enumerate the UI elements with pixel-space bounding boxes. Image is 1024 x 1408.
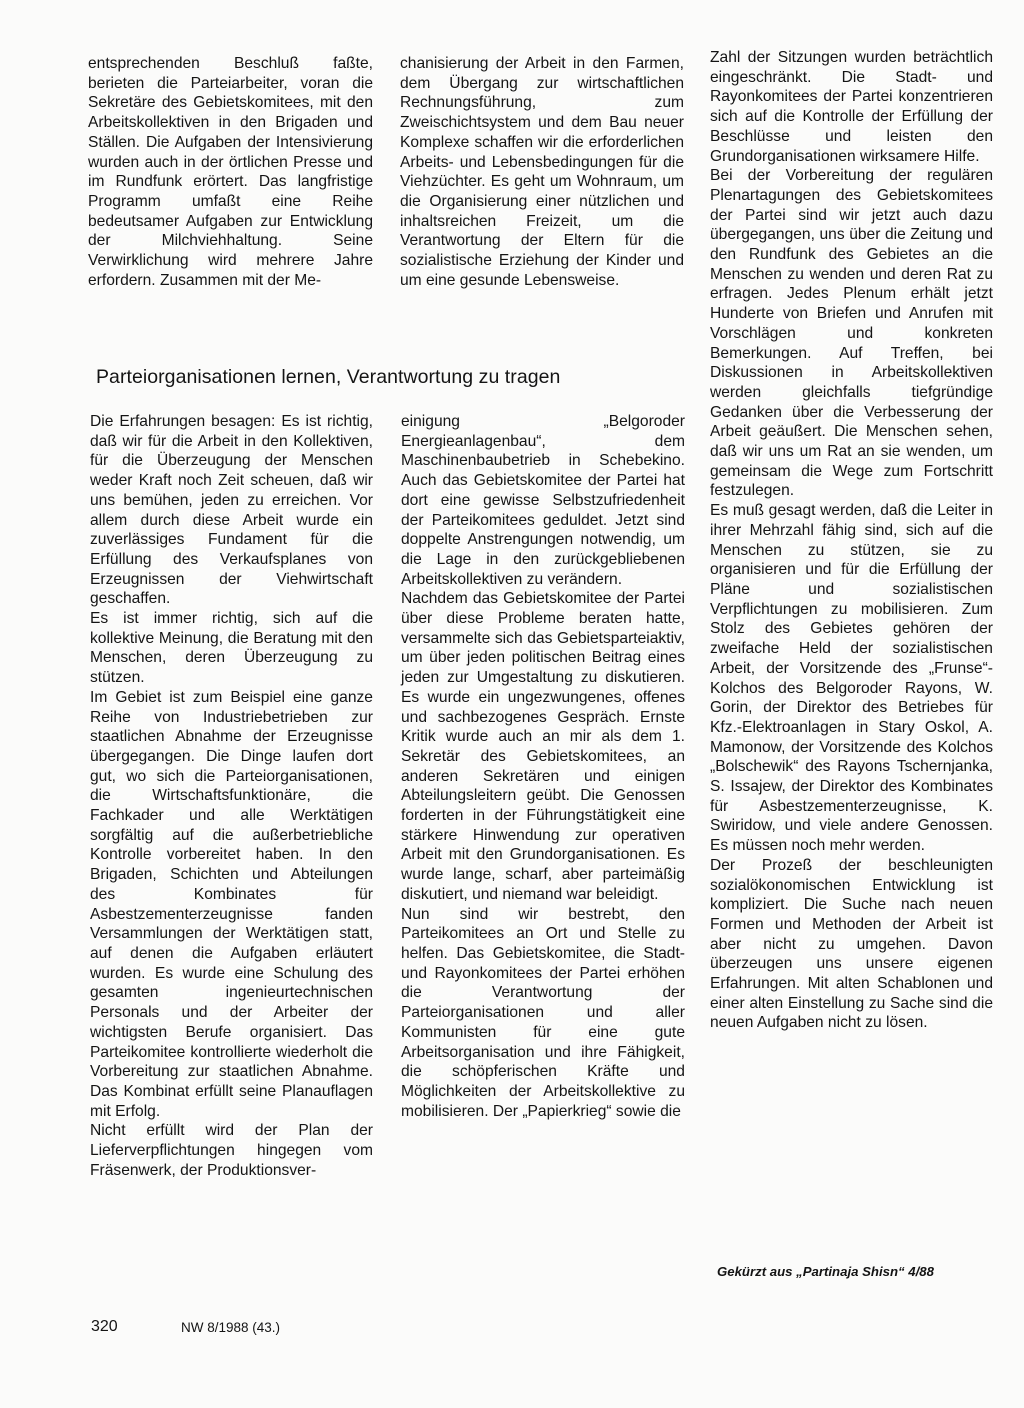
paragraph: Nicht erfüllt wird der Plan der Lieferverpflichtungen hingegen vom Fräsenwerk, der Produktionsver- — [90, 1122, 373, 1179]
paragraph: Nachdem das Gebietskomitee der Partei über diese Probleme beraten hatte, versammelte sich das Gebietsparteiaktiv, um über jeden politischen Beitrag eines jeden zur Umgestaltung zu diskutieren. Es wurde ein ungezwungenes, offenes und sachbezogenes Gespräch. Ernste Kritik wurde auch an mir als dem 1. Sekretär des Gebietskomitees, an anderen Sekretären und einigen Abteilungsleitern geübt. Die Genossen forderten in der Führungstätigkeit eine stärkere Hinwendung zur operativen Arbeit mit den Grundorganisationen. Es wurde lange, scharf, aber parteimäßig diskutiert, und niemand war beleidigt. — [401, 590, 685, 903]
paragraph: entsprechenden Beschluß faßte, berieten die Parteiarbeiter, voran die Sekretäre des Gebietskomitees, mit den Arbeitskollektiven in den Brigaden und Ställen. Die Aufgaben der Intensivierung wurden auch in der örtlichen Presse und im Rundfunk erörtert. Das langfristige Programm umfaßt eine Reihe bedeutsamer Aufgaben zur Entwicklung der Milchviehhaltung. Seine Verwirklichung wird mehrere Jahre erfordern. Zusammen mit der Me- — [88, 55, 373, 289]
page-number: 320 — [91, 1318, 118, 1335]
paragraph: Es ist immer richtig, sich auf die kollektive Meinung, die Beratung mit den Menschen, deren Überzeugung zu stützen. — [90, 610, 373, 687]
column-1-bottom — [90, 412, 373, 1180]
column-2-bottom — [401, 412, 685, 1121]
paragraph: Im Gebiet ist zum Beispiel eine ganze Reihe von Industriebetrieben zur staatlichen Abnahme der Erzeugnisse übergegangen. Die Dinge laufen dort gut, wo sich die Parteiorganisationen, die Wirtschaftsfunktionäre, die Fachkader und alle Werktätigen sorgfältig auf die außerbetriebliche Kontrolle vorbereitet haben. In den Brigaden, Schichten und Abteilungen des Kombinates für Asbestzementerzeugnisse fanden Versammlungen der Werktätigen statt, auf denen die Aufgaben erläutert wurden. Es wurde eine Schulung des gesamten ingenieurtechnischen Personals und der Arbeiter der wichtigsten Berufe organisiert. Das Parteikomitee kontrollierte wiederholt die Vorbereitung zur staatlichen Abnahme. Das Kombinat erfüllt seine Planauflagen mit Erfolg. — [90, 688, 373, 1120]
column-2-top — [400, 54, 684, 290]
column-1-top — [88, 54, 373, 290]
paragraph: chanisierung der Arbeit in den Farmen, dem Übergang zur wirtschaftlichen Rechnungsführung, zum Zweischichtsystem und dem Bau neuer Komplexe schaffen wir die erforderlichen Arbeits- und Lebensbedingungen für die Viehzüchter. Es geht um Wohnraum, um die Organisierung einer nützlichen und inhaltsreichen Freizeit, um die Verantwortung der Eltern für die sozialistische Erziehung der Kinder und um eine gesunde Lebensweise. — [400, 55, 684, 289]
column-3 — [710, 48, 993, 1033]
paragraph: Es muß gesagt werden, daß die Leiter in ihrer Mehrzahl fähig sind, sich auf die Menschen zu stützen, sie zu organisieren und für die Erfüllung der Pläne und sozialistischen Verpflichtungen zu mobilisieren. Zum Stolz des Gebietes gehören der zweifache Held der sozialistischen Arbeit, der Vorsitzende des „Frunse“-Kolchos des Belgoroder Rayons, W. Gorin, der Direktor des Betriebes für Kfz.-Elektroanlagen in Stary Oskol, A. Mamonow, der Vorsitzende des Kolchos „Bolschewik“ des Rayons Tschernjanka, S. Issajew, der Direktor des Kombinates für Asbestzementerzeugnisse, K. Swiridow, und viele andere Genossen. Es müssen noch mehr werden. — [710, 502, 993, 855]
source-note: Gekürzt aus „Partinaja Shisn“ 4/88 — [717, 1264, 934, 1279]
paragraph: Die Erfahrungen besagen: Es ist richtig, daß wir für die Arbeit in den Kollektiven, für die Überzeugung der Menschen weder Kraft noch Zeit scheuen, daß wir uns bemühen, jeden zu erreichen. Vor allem durch diese Arbeit wurde ein zuverlässiges Fundament für die Erfüllung des Verkaufsplanes von Erzeugnissen der Viehwirtschaft geschaffen. — [90, 413, 373, 608]
paragraph: Nun sind wir bestrebt, den Parteikomitees an Ort und Stelle zu helfen. Das Gebietskomitee, die Stadt- und Rayonkomitees der Partei erhöhen die Verantwortung der Parteiorganisationen und aller Kommunisten für eine gute Arbeitsorganisation und ihre Fähigkeit, die schöpferischen Kräfte und Möglichkeiten der Arbeitskollektive zu mobilisieren. Der „Papierkrieg“ sowie die — [401, 905, 685, 1120]
issue-label: NW 8/1988 (43.) — [181, 1320, 281, 1335]
paragraph: Bei der Vorbereitung der regulären Plenartagungen des Gebietskomitees der Partei sind wir jetzt auch dazu übergegangen, uns über die Zeitung und den Rundfunk des Gebietes an die Menschen zu wenden und deren Rat zu erfragen. Jedes Plenum erhält jetzt Hunderte von Briefen und Anrufen mit Vorschlägen und konkreten Bemerkungen. Auf Treffen, bei Diskussionen in Arbeitskollektiven werden gleichfalls tiefgründige Gedanken über die Verbesserung der Arbeit geäußert. Die Menschen sehen, daß wir uns um Rat an sie wenden, um gemeinsam die Wege zum Fortschritt festzulegen. — [710, 167, 993, 500]
paragraph: Der Prozeß der beschleunigten sozialökonomischen Entwicklung ist kompliziert. Die Suche nach neuen Formen und Methoden der Arbeit ist aber nicht zu umgehen. Davon überzeugen uns unsere eigenen Erfahrungen. Mit alten Schablonen und einer alten Einstellung zu Sache sind die neuen Aufgaben nicht zu lösen. — [710, 856, 993, 1032]
section-heading: Parteiorganisationen lernen, Verantwortung zu tragen — [96, 366, 561, 388]
paragraph: Zahl der Sitzungen wurden beträchtlich eingeschränkt. Die Stadt- und Rayonkomitees der Partei konzentrieren sich auf die Kontrolle der Erfüllung der Beschlüsse und leisten den Grundorganisationen wirksamere Hilfe. — [710, 49, 993, 165]
paragraph: einigung „Belgoroder Energieanlagenbau“, dem Maschinenbaubetrieb in Schebekino. Auch das Gebietskomitee der Partei hat dort eine gewisse Selbstzufriedenheit der Parteikomitees geduldet. Jetzt sind doppelte Anstrengungen notwendig, um die Lage in den zurückgebliebenen Arbeitskollektiven zu verändern. — [401, 413, 685, 588]
